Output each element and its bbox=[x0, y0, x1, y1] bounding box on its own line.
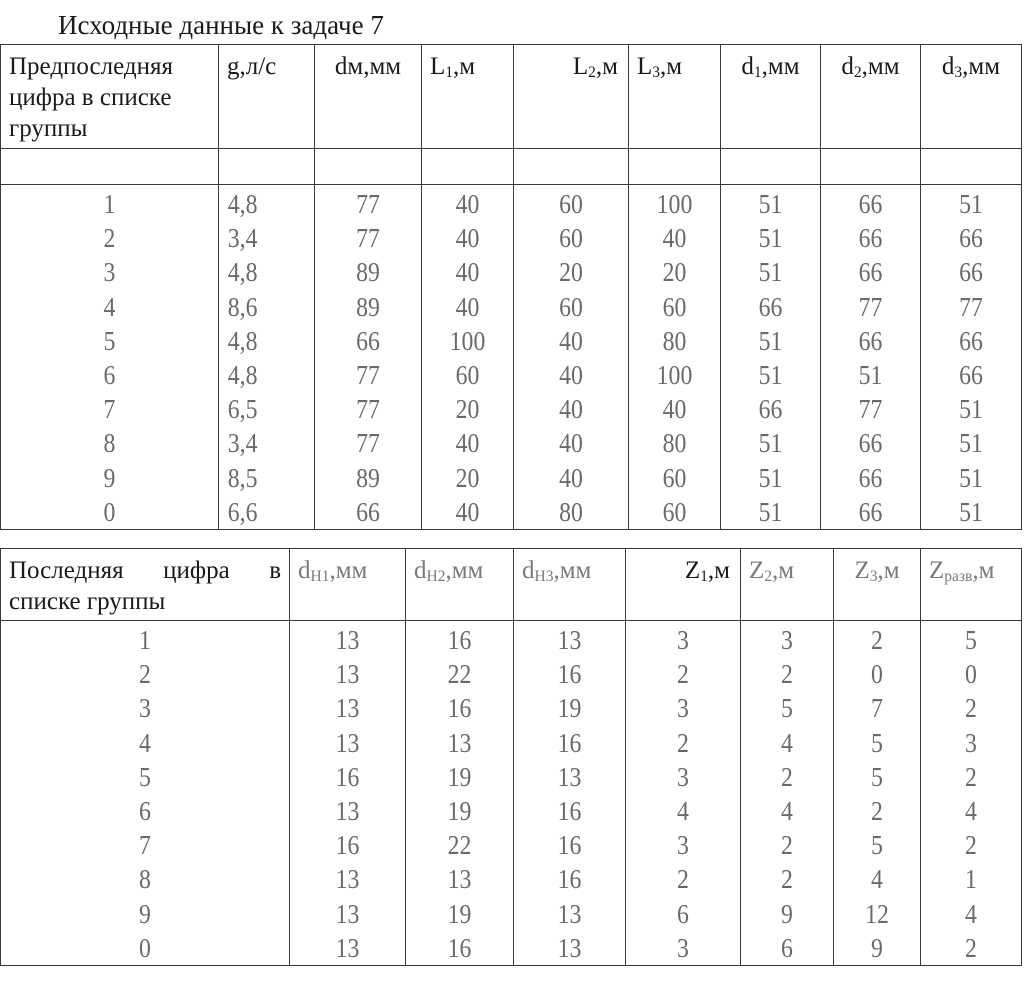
table-cell-value: 20 bbox=[455, 462, 480, 493]
table-cell-value: 16 bbox=[447, 693, 472, 724]
table-cell-value: 60 bbox=[559, 223, 583, 254]
table-cell-value: 60 bbox=[455, 359, 480, 390]
table-cell-value: 6 bbox=[103, 359, 116, 390]
table-cell-value: 13 bbox=[447, 727, 472, 758]
table-header-row bbox=[1, 45, 1022, 149]
table-cell-value: 77 bbox=[858, 394, 883, 425]
table-cell-value: 60 bbox=[662, 462, 687, 493]
header-L2: $L_2,м$ bbox=[514, 45, 629, 149]
cell-stack bbox=[290, 621, 405, 965]
cell-stack bbox=[1, 185, 218, 529]
column-g bbox=[219, 185, 315, 530]
table-cell-value: 40 bbox=[455, 223, 480, 254]
empty-cell bbox=[219, 149, 315, 185]
cell-stack bbox=[514, 185, 628, 529]
table-cell-value: 16 bbox=[557, 795, 582, 826]
table-cell-value: 8 bbox=[103, 428, 116, 459]
table-data-row bbox=[1, 185, 1022, 530]
table-cell-value: 12 bbox=[865, 898, 889, 929]
table-cell-value: 51 bbox=[858, 359, 883, 390]
column-dm bbox=[315, 185, 422, 530]
table-cell-value: 4,8 bbox=[227, 325, 258, 356]
column-dH3 bbox=[514, 621, 626, 966]
column-d3 bbox=[921, 185, 1022, 530]
table-cell-value: 9 bbox=[103, 462, 116, 493]
table-cell-value: 100 bbox=[656, 189, 693, 219]
table-cell-value: 13 bbox=[557, 625, 582, 655]
cell-stack bbox=[1, 621, 289, 965]
empty-cell bbox=[1, 149, 219, 185]
table-cell-value: 40 bbox=[662, 223, 687, 254]
table-cell-value: 40 bbox=[559, 462, 583, 493]
table-cell-value: 51 bbox=[758, 189, 783, 219]
table-cell-value: 5 bbox=[965, 625, 977, 655]
table-cell-value: 20 bbox=[455, 394, 480, 425]
table-cell-value: 6,5 bbox=[227, 394, 258, 425]
column-d2 bbox=[821, 185, 921, 530]
table-cell-value: 3 bbox=[139, 693, 151, 724]
table-cell-value: 51 bbox=[758, 359, 783, 390]
table-cell-value: 51 bbox=[959, 428, 983, 459]
table-cell-value: 0 bbox=[965, 659, 977, 690]
table-cell-value: 1 bbox=[103, 189, 116, 219]
table-cell-value: 13 bbox=[335, 795, 360, 826]
table-cell-value: 19 bbox=[447, 761, 472, 792]
table-cell-value: 9 bbox=[871, 932, 883, 963]
table-data-row bbox=[1, 621, 1022, 966]
table-cell-value: 40 bbox=[559, 359, 583, 390]
table-cell-value: 51 bbox=[758, 325, 783, 356]
table-cell-value: 2 bbox=[677, 864, 689, 895]
table-cell-value: 51 bbox=[758, 462, 783, 493]
table-cell-value: 3 bbox=[677, 625, 689, 655]
table-cell-value: 66 bbox=[858, 496, 883, 527]
empty-row bbox=[1, 149, 1022, 185]
empty-cell bbox=[921, 149, 1022, 185]
cell-stack bbox=[741, 621, 833, 965]
table-cell-value: 5 bbox=[871, 830, 883, 861]
table-cell-value: 4 bbox=[871, 864, 883, 895]
table-cell-value: 2 bbox=[781, 830, 793, 861]
table-cell-value: 51 bbox=[758, 428, 783, 459]
table-cell-value: 3 bbox=[781, 625, 793, 655]
header-last-digit: Последняя цифра в списке группы bbox=[1, 549, 290, 621]
table-cell-value: 0 bbox=[103, 496, 116, 527]
table-cell-value: 2 bbox=[781, 761, 793, 792]
header-L1: $L_1,м$ bbox=[422, 45, 514, 149]
column-dH1 bbox=[290, 621, 406, 966]
table-cell-value: 2 bbox=[965, 693, 977, 724]
table-cell-value: 6 bbox=[677, 898, 689, 929]
table-cell-value: 13 bbox=[335, 864, 360, 895]
table-cell-value: 19 bbox=[447, 795, 472, 826]
table-cell-value: 3 bbox=[965, 727, 977, 758]
table-cell-value: 80 bbox=[662, 325, 687, 356]
table-cell-value: 4,8 bbox=[227, 189, 258, 219]
empty-cell bbox=[821, 149, 921, 185]
table-cell-value: 5 bbox=[871, 761, 883, 792]
table-cell-value: 4 bbox=[965, 795, 977, 826]
table-cell-value: 9 bbox=[139, 898, 151, 929]
table-cell-value: 19 bbox=[447, 898, 472, 929]
table-cell-value: 16 bbox=[557, 830, 582, 861]
table-cell-value: 60 bbox=[559, 189, 583, 219]
table-cell-value: 13 bbox=[335, 659, 360, 690]
table-cell-value: 2 bbox=[677, 727, 689, 758]
table-cell-value: 66 bbox=[858, 462, 883, 493]
table-cell-value: 13 bbox=[335, 625, 360, 655]
table-cell-value: 4,8 bbox=[227, 257, 258, 288]
table-cell-value: 77 bbox=[356, 394, 380, 425]
table-cell-value: 4 bbox=[139, 727, 151, 758]
table-cell-value: 51 bbox=[758, 257, 783, 288]
table-cell-value: 0 bbox=[871, 659, 883, 690]
table-cell-value: 66 bbox=[858, 428, 883, 459]
table-cell-value: 100 bbox=[656, 359, 693, 390]
table-cell-value: 77 bbox=[858, 291, 883, 322]
header-L3: $L_3,м$ bbox=[629, 45, 721, 149]
table-cell-value: 4 bbox=[781, 727, 793, 758]
table-cell-value: 66 bbox=[858, 223, 883, 254]
column-L1 bbox=[422, 185, 514, 530]
table-cell-value: 4 bbox=[965, 898, 977, 929]
table-cell-value: 5 bbox=[103, 325, 116, 356]
cell-stack bbox=[422, 185, 513, 529]
table-cell-value: 60 bbox=[662, 291, 687, 322]
column-Z2 bbox=[741, 621, 834, 966]
table-cell-value: 51 bbox=[959, 394, 983, 425]
table-cell-value: 66 bbox=[858, 257, 883, 288]
column-L2 bbox=[514, 185, 629, 530]
empty-cell bbox=[721, 149, 821, 185]
table-cell-value: 20 bbox=[559, 257, 583, 288]
cell-stack bbox=[626, 621, 740, 965]
table-cell-value: 66 bbox=[959, 325, 983, 356]
cell-stack bbox=[821, 185, 920, 529]
table-cell-value: 2 bbox=[965, 830, 977, 861]
cell-stack bbox=[921, 185, 1021, 529]
table-cell-value: 60 bbox=[559, 291, 583, 322]
table-cell-value: 2 bbox=[965, 761, 977, 792]
table-cell-value: 2 bbox=[677, 659, 689, 690]
cell-stack bbox=[721, 185, 820, 529]
header-dH1: $d_{H1},мм$ bbox=[290, 549, 406, 621]
empty-cell bbox=[514, 149, 629, 185]
table-cell-value: 19 bbox=[557, 693, 582, 724]
table-cell-value: 51 bbox=[758, 496, 783, 527]
table-cell-value: 4 bbox=[677, 795, 689, 826]
table-cell-value: 77 bbox=[356, 189, 380, 219]
table-cell-value: 13 bbox=[557, 932, 582, 963]
table-cell-value: 13 bbox=[335, 898, 360, 929]
table-cell-value: 5 bbox=[781, 693, 793, 724]
table-cell-value: 13 bbox=[447, 864, 472, 895]
table-cell-value: 80 bbox=[662, 428, 687, 459]
table-cell-value: 66 bbox=[356, 496, 380, 527]
header-penultimate-digit: Предпоследняя цифра в списке группы bbox=[1, 45, 219, 149]
table-cell-value: 40 bbox=[455, 291, 480, 322]
table-cell-value: 22 bbox=[447, 659, 472, 690]
source-data-table-1 bbox=[0, 44, 1022, 530]
header-d3: $d_3,мм$ bbox=[921, 45, 1022, 149]
table-cell-value: 66 bbox=[758, 291, 783, 322]
table-cell-value: 1 bbox=[139, 625, 151, 655]
table-cell-value: 66 bbox=[356, 325, 380, 356]
column-d1 bbox=[721, 185, 821, 530]
cell-stack bbox=[219, 185, 314, 529]
table-cell-value: 77 bbox=[356, 428, 380, 459]
table-cell-value: 80 bbox=[559, 496, 583, 527]
cell-stack bbox=[406, 621, 513, 965]
table-cell-value: 89 bbox=[356, 257, 380, 288]
table-cell-value: 40 bbox=[662, 394, 687, 425]
column-digit bbox=[1, 185, 219, 530]
table-cell-value: 2 bbox=[871, 625, 883, 655]
table-cell-value: 77 bbox=[959, 291, 983, 322]
table-cell-value: 6,6 bbox=[227, 496, 258, 527]
header-dm: dм,мм bbox=[315, 45, 422, 149]
table-cell-value: 40 bbox=[455, 428, 480, 459]
header-dH2: $d_{H2},мм$ bbox=[406, 549, 514, 621]
cell-stack bbox=[921, 621, 1021, 965]
table-cell-value: 40 bbox=[559, 428, 583, 459]
table-cell-value: 0 bbox=[139, 932, 151, 963]
header-Z-razv: $Z_{разв},м$ bbox=[921, 549, 1022, 621]
table-cell-value: 66 bbox=[959, 223, 983, 254]
table-cell-value: 16 bbox=[557, 864, 582, 895]
table-cell-value: 20 bbox=[662, 257, 687, 288]
table-cell-value: 51 bbox=[959, 189, 983, 219]
empty-cell bbox=[422, 149, 514, 185]
table-cell-value: 6 bbox=[139, 795, 151, 826]
table-cell-value: 2 bbox=[781, 864, 793, 895]
header-d2: $d_2,мм$ bbox=[821, 45, 921, 149]
table-cell-value: 4,8 bbox=[227, 359, 258, 390]
header-d1: $d_1,мм$ bbox=[721, 45, 821, 149]
column-Z1 bbox=[626, 621, 741, 966]
table-cell-value: 7 bbox=[139, 830, 151, 861]
table-cell-value: 13 bbox=[557, 761, 582, 792]
table-cell-value: 40 bbox=[559, 394, 583, 425]
table-cell-value: 3 bbox=[677, 830, 689, 861]
table-cell-value: 5 bbox=[871, 727, 883, 758]
table-cell-value: 66 bbox=[858, 189, 883, 219]
table-cell-value: 40 bbox=[455, 189, 480, 219]
cell-stack bbox=[629, 185, 720, 529]
cell-stack bbox=[514, 621, 625, 965]
source-data-table-2 bbox=[0, 548, 1022, 966]
table-cell-value: 40 bbox=[559, 325, 583, 356]
cell-stack bbox=[834, 621, 920, 965]
table-cell-value: 40 bbox=[455, 496, 480, 527]
table-cell-value: 3 bbox=[677, 761, 689, 792]
table-cell-value: 66 bbox=[858, 325, 883, 356]
table-cell-value: 2 bbox=[871, 795, 883, 826]
table-cell-value: 3 bbox=[103, 257, 116, 288]
table-cell-value: 51 bbox=[959, 462, 983, 493]
table-cell-value: 13 bbox=[335, 932, 360, 963]
table-cell-value: 3 bbox=[677, 932, 689, 963]
header-dH3: $d_{H3},мм$ bbox=[514, 549, 626, 621]
column-Z-razv bbox=[921, 621, 1022, 966]
table-cell-value: 4 bbox=[781, 795, 793, 826]
table-cell-value: 16 bbox=[335, 761, 360, 792]
table-cell-value: 66 bbox=[959, 359, 983, 390]
table-cell-value: 6 bbox=[781, 932, 793, 963]
table-cell-value: 4 bbox=[103, 291, 116, 322]
table-cell-value: 77 bbox=[356, 223, 380, 254]
column-dH2 bbox=[406, 621, 514, 966]
table-cell-value: 8,6 bbox=[227, 291, 258, 322]
table-cell-value: 7 bbox=[103, 394, 116, 425]
table-cell-value: 51 bbox=[758, 223, 783, 254]
table-cell-value: 51 bbox=[959, 496, 983, 527]
table-cell-value: 3,4 bbox=[227, 223, 258, 254]
table-cell-value: 40 bbox=[455, 257, 480, 288]
empty-cell bbox=[629, 149, 721, 185]
table-cell-value: 16 bbox=[557, 659, 582, 690]
table-cell-value: 3,4 bbox=[227, 428, 258, 459]
table-cell-value: 5 bbox=[139, 761, 151, 792]
table-cell-value: 7 bbox=[871, 693, 883, 724]
header-Z2: $Z_2,м$ bbox=[741, 549, 834, 621]
table-cell-value: 16 bbox=[557, 727, 582, 758]
cell-stack bbox=[315, 185, 421, 529]
column-Z3 bbox=[834, 621, 921, 966]
column-digit bbox=[1, 621, 290, 966]
table-cell-value: 13 bbox=[557, 898, 582, 929]
column-L3 bbox=[629, 185, 721, 530]
table-cell-value: 89 bbox=[356, 291, 380, 322]
document-title: Исходные данные к задаче 7 bbox=[58, 10, 384, 40]
table-cell-value: 2 bbox=[781, 659, 793, 690]
table-cell-value: 100 bbox=[449, 325, 486, 356]
header-Z3: $Z_3,м$ bbox=[834, 549, 921, 621]
table-cell-value: 60 bbox=[662, 496, 687, 527]
table-cell-value: 77 bbox=[356, 359, 380, 390]
table-header-row bbox=[1, 549, 1022, 621]
table-cell-value: 66 bbox=[758, 394, 783, 425]
table-cell-value: 66 bbox=[959, 257, 983, 288]
table-cell-value: 13 bbox=[335, 727, 360, 758]
table-cell-value: 1 bbox=[965, 864, 977, 895]
table-cell-value: 2 bbox=[965, 932, 977, 963]
table-cell-value: 2 bbox=[103, 223, 116, 254]
table-cell-value: 16 bbox=[335, 830, 360, 861]
table-cell-value: 16 bbox=[447, 625, 472, 655]
empty-cell bbox=[315, 149, 422, 185]
table-cell-value: 13 bbox=[335, 693, 360, 724]
table-cell-value: 9 bbox=[781, 898, 793, 929]
table-cell-value: 16 bbox=[447, 932, 472, 963]
header-g: g,л/с bbox=[219, 45, 315, 149]
header-Z1: $Z_1,м$ bbox=[626, 549, 741, 621]
table-cell-value: 8,5 bbox=[227, 462, 258, 493]
table-cell-value: 3 bbox=[677, 693, 689, 724]
table-cell-value: 2 bbox=[139, 659, 151, 690]
table-cell-value: 22 bbox=[447, 830, 472, 861]
table-cell-value: 8 bbox=[139, 864, 151, 895]
table-cell-value: 89 bbox=[356, 462, 380, 493]
